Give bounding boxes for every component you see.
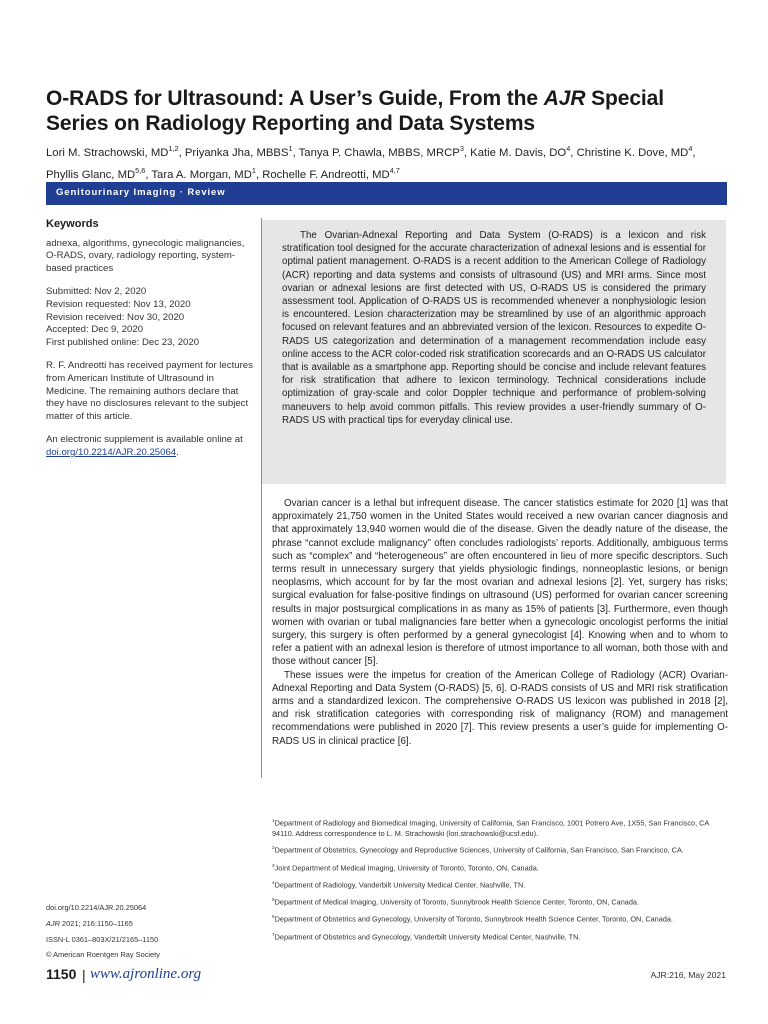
disclosure-statement: R. F. Andreotti has received payment for lectures from American Institute of Ultrasound in Medicine. The remaining authors declare that they have no disclosures relevant to the subject matter of this article. <box>46 360 253 422</box>
supplement-link[interactable]: doi.org/10.2214/AJR.20.25064 <box>46 446 177 458</box>
author-affiliation-marker: 1 <box>288 144 293 153</box>
affiliation-text: Department of Obstetrics and Gynecology, University of Toronto, Sunnybrook Health Science Center, Toronto, ON, Canada. <box>274 914 673 924</box>
meta-citation-journal: AJR <box>46 918 60 928</box>
author-separator: , <box>463 146 471 159</box>
author-separator: , <box>145 168 152 181</box>
section-banner <box>46 182 727 205</box>
author-name: Rochelle F. Andreotti, MD <box>262 168 390 181</box>
author-name: Phyllis Glanc, MD <box>46 168 136 181</box>
author-separator: , <box>292 146 299 159</box>
meta-doi[interactable]: doi.org/10.2214/AJR.20.25064 <box>46 903 147 912</box>
supplement-note <box>46 434 254 459</box>
affiliations <box>272 817 728 948</box>
date-line: First published online: Dec 23, 2020 <box>46 336 200 348</box>
author-affiliation-marker: 4 <box>688 144 693 153</box>
affiliation-item <box>272 862 728 874</box>
author-name: Katie M. Davis, DO <box>470 146 567 159</box>
author-affiliation-marker: 3 <box>459 144 464 153</box>
affiliation-marker: 6 <box>272 915 275 921</box>
author-name: Lori M. Strachowski, MD <box>46 146 169 159</box>
date-line: Submitted: Nov 2, 2020 <box>46 286 147 298</box>
footer-separator: | <box>82 967 86 983</box>
section-banner-label: Genitourinary Imaging · Review <box>56 187 226 198</box>
author-list <box>46 140 726 184</box>
affiliation-item <box>272 896 728 908</box>
supplement-end: . <box>176 446 179 458</box>
author-affiliation-marker: 4,7 <box>389 165 400 175</box>
affiliation-marker: 7 <box>272 932 275 938</box>
author-affiliation-marker: 1,2 <box>168 144 179 153</box>
author-separator: , <box>570 146 577 159</box>
author-separator: , <box>255 168 263 181</box>
article-title <box>46 86 726 136</box>
affiliation-marker: 3 <box>272 863 275 869</box>
affiliation-marker: 2 <box>272 846 275 852</box>
meta-citation-rest: 2021; 216:1150–1165 <box>59 918 133 928</box>
author-name: Tara A. Morgan, MD <box>151 168 252 181</box>
meta-citation <box>46 916 256 932</box>
author-name: Priyanka Jha, MBBS <box>184 146 289 159</box>
affiliation-item <box>272 817 728 839</box>
affiliation-marker: 5 <box>272 898 275 904</box>
affiliation-marker: 1 <box>272 819 275 824</box>
title-journal-name: AJR <box>543 87 586 110</box>
author-name: Tanya P. Chawla, MBBS, MRCP <box>298 146 460 159</box>
supplement-text: An electronic supplement is available online at <box>46 434 243 446</box>
meta-copyright: © American Roentgen Ray Society <box>46 950 160 960</box>
author-affiliation-marker: 4 <box>566 144 571 153</box>
date-line: Accepted: Dec 9, 2020 <box>46 324 144 336</box>
meta-issn: ISSN-L 0361–803X/21/2165–1150 <box>46 934 159 944</box>
affiliation-item <box>272 879 728 891</box>
body-paragraph: These issues were the impetus for creation of the American College of Radiology (ACR) Ovarian-Adnexal Reporting and Data System (O-RADS) [5, 6]. O-RADS consists of US and MRI risk stratification arms and a standardized lexicon. The comprehensive O-RADS US lexicon was published in 2018 [2], and risk stratification categories with corresponding risk of malignancy (ROM) and management recommendations were published in 2020 [7]. This review presents a user’s guide for implementing O-RADS US in clinical practice [6]. <box>272 669 728 747</box>
body-paragraph: Ovarian cancer is a lethal but infrequent disease. The cancer statistics estimate for 2020 [1] was that approximately 21,750 women in the United States would received a new ovarian cancer diagnosis and that approximately 13,940 women would die of the disease. Given the deadly nature of the disease, the phrase “cannot exclude malignancy” often concludes radiologists’ reports. Additionally, ambiguous terms such as “complex” and “heterogeneous” are often encountered in lieu of more specific descriptors. Such terms result in unnecessary surgery that yields physiologic findings, nonneoplastic lesions, or benign neoplasms, which account for by far the most ovarian and adnexal lesions [2]. Yet, surgery has risks; surgical evaluation for false-positive findings on ultrasound (US) performed for ovarian cancer screening results in major postsurgical complications in as many as 15% of patients [3]. Furthermore, even though women with ovarian or tubal malignancies fare better when a gynecologic oncologist performs the initial surgery, this surgery is often performed by a general gynecologist [4]. Knowing when and to whom to refer a patient with an adnexal lesion is therefore of utmost importance to all woman, both those with and those without cancer [5]. <box>272 498 728 668</box>
submission-dates <box>46 286 254 349</box>
body-text <box>272 497 728 748</box>
journal-url-link[interactable]: www.ajronline.org <box>90 966 202 982</box>
affiliation-text: Department of Obstetrics, Gynecology and Reproductive Sciences, University of California, San Francisco, San Francisco, CA. <box>274 845 684 855</box>
affiliation-marker: 4 <box>272 880 275 886</box>
author-separator: , <box>178 146 185 159</box>
date-line: Revision requested: Nov 13, 2020 <box>46 298 191 310</box>
title-text: O-RADS for Ultrasound: A User’s Guide, From the <box>46 87 544 110</box>
affiliation-text: Department of Radiology, Vanderbilt University Medical Center, Nashville, TN. <box>274 880 526 890</box>
keywords-list: adnexa, algorithms, gynecologic malignancies, O-RADS, ovary, radiology reporting, system-based practices <box>46 237 245 274</box>
affiliation-item <box>272 931 728 943</box>
abstract-text: The Ovarian-Adnexal Reporting and Data System (O-RADS) is a lexicon and risk stratification tool designed for the accurate characterization of adnexal lesions and is essential for optimal patient management. O-RADS is a recent addition to the American College of Radiology (ACR) reporting and data systems and consists of ultrasound (US) and MRI arms. Since most ovarian or adnexal lesions are first detected with US, O-RADS US is considered the primary assessment tool. Application of O-RADS US is recommended whenever a nonphysiologic lesion is encountered. Lesion characterization may be streamlined by use of an algorithmic approach focused on relevant features and an abbreviated version of the lexicon. Resources to expedite O-RADS US categorization and determination of a management recommendation include easy online access to the ACR color-coded risk stratification scorecards and an O-RADS US calculator that is available as a smartphone app. Reporting should be concise and include relevant features for risk stratification that adhere to lexicon terminology. Technical considerations include optimization of gray-scale and color Doppler technique and performance of problem-solving maneuvers to help avoid common pitfalls. This review provides a user-friendly summary of O-RADS US with practical tips for everyday clinical use. <box>282 230 706 426</box>
issue-info: AJR:216, May 2021 <box>650 970 726 980</box>
affiliation-item <box>272 844 728 856</box>
affiliation-text: Department of Radiology and Biomedical Imaging, University of California, San Francisco, 1001 Potrero Ave, 1X55, San Francisco, CA 94110. Address correspondence to L. M. Strachowski (lori.strachowski@ucsf.edu). <box>272 818 709 838</box>
affiliation-text: Department of Obstetrics and Gynecology, Vanderbilt University Medical Center, Nashville, TN. <box>274 931 581 941</box>
sidebar-column <box>46 218 254 471</box>
page-number: 1150 <box>46 966 77 982</box>
affiliation-item <box>272 913 728 925</box>
date-line: Revision received: Nov 30, 2020 <box>46 311 185 323</box>
title-text-end: Special Series on Radiology Reporting and Data Systems <box>46 87 664 135</box>
affiliation-text: Department of Medical Imaging, University of Toronto, Sunnybrook Health Science Center, Toronto, ON, Canada. <box>274 897 639 907</box>
author-separator: , <box>692 146 696 159</box>
author-affiliation-marker: 5,6 <box>135 165 146 175</box>
author-affiliation-marker: 1 <box>251 165 256 175</box>
article-meta <box>46 900 256 963</box>
affiliation-text: Joint Department of Medical Imaging, University of Toronto, Toronto, ON, Canada. <box>274 863 539 873</box>
author-name: Christine K. Dove, MD <box>576 146 689 159</box>
keywords-heading: Keywords <box>46 218 99 230</box>
abstract-box <box>262 220 726 484</box>
